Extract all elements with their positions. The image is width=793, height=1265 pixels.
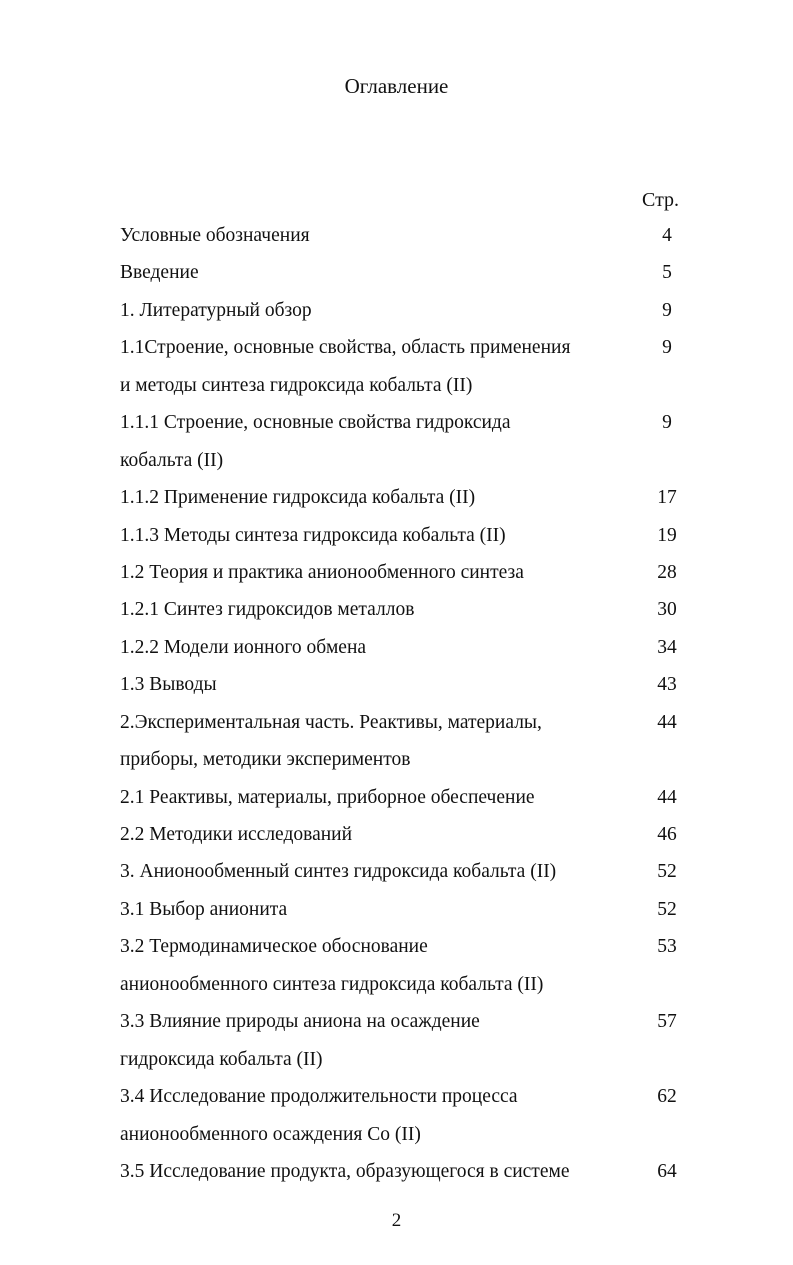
toc-entry xyxy=(120,895,690,932)
toc-entry xyxy=(120,258,690,295)
toc-entry-text: 1.1.2 Применение гидроксида кобальта (II) xyxy=(120,487,476,509)
toc-entry xyxy=(120,970,690,1007)
page-column-header: Стр. xyxy=(642,189,680,211)
toc-entry xyxy=(120,708,690,745)
toc-entry-text: 3.2 Термодинамическое обоснование xyxy=(120,936,428,958)
toc-entry xyxy=(120,483,690,520)
toc-entry xyxy=(120,521,690,558)
toc-entry-page: 9 xyxy=(662,299,672,321)
toc-entry xyxy=(120,446,690,483)
toc-entry-page: 52 xyxy=(657,898,677,920)
toc-entry xyxy=(120,820,690,857)
toc-entry-text: 1.1.1 Строение, основные свойства гидроксида xyxy=(120,412,511,434)
toc-entry-text: 1. Литературный обзор xyxy=(120,299,312,321)
toc-entry xyxy=(120,1007,690,1044)
toc-entry-page: 19 xyxy=(657,524,677,546)
toc-entry-page: 57 xyxy=(657,1011,677,1033)
toc-entry-page: 28 xyxy=(657,561,677,583)
toc-entry xyxy=(120,1120,690,1157)
toc-entry xyxy=(120,1157,690,1194)
toc-entry xyxy=(120,633,690,670)
toc-entry-page: 17 xyxy=(657,487,677,509)
toc-entry xyxy=(120,1082,690,1119)
toc-entry-page: 9 xyxy=(662,412,672,434)
toc-entry xyxy=(120,745,690,782)
toc-entry-page: 53 xyxy=(657,936,677,958)
toc-entry-text: гидроксида кобальта (II) xyxy=(120,1048,323,1070)
toc-entry-page: 44 xyxy=(657,786,677,808)
toc-entry-text: 3.3 Влияние природы аниона на осаждение xyxy=(120,1011,480,1033)
toc-entry-page: 34 xyxy=(657,636,677,658)
toc-entry-text: 3.4 Исследование продолжительности процесса xyxy=(120,1086,518,1108)
toc-entry-text: 1.2.2 Модели ионного обмена xyxy=(120,636,367,658)
toc-entry-text: 3.5 Исследование продукта, образующегося в системе xyxy=(120,1160,570,1182)
toc-entry-page: 62 xyxy=(657,1086,677,1108)
toc-entry-page: 46 xyxy=(657,824,677,845)
toc-entry-text: Введение xyxy=(120,262,199,284)
toc-entry-text: 2.2 Методики исследований xyxy=(120,824,353,845)
toc-entry-page: 64 xyxy=(657,1160,677,1182)
toc-entry-page: 4 xyxy=(662,225,672,246)
toc-entry-text: 2.1 Реактивы, материалы, приборное обеспечение xyxy=(120,786,535,808)
toc-entry-text: 1.1Строение, основные свойства, область применения xyxy=(120,337,571,359)
toc-entry-text: и методы синтеза гидроксида кобальта (II) xyxy=(120,374,473,396)
toc-entry-page: 52 xyxy=(657,861,677,883)
toc-entry-text: 3. Анионообменный синтез гидроксида кобальта (II) xyxy=(120,861,557,883)
table-of-contents xyxy=(120,221,690,1194)
toc-entry-page: 43 xyxy=(657,674,677,696)
toc-entry xyxy=(120,783,690,820)
toc-entry-text: 1.1.3 Методы синтеза гидроксида кобальта (II) xyxy=(120,524,506,546)
toc-entry xyxy=(120,670,690,707)
toc-entry-text: приборы, методики экспериментов xyxy=(120,749,411,771)
toc-entry-text: кобальта (II) xyxy=(120,449,224,471)
toc-entry xyxy=(120,296,690,333)
toc-entry xyxy=(120,333,690,370)
toc-entry xyxy=(120,595,690,632)
toc-entry xyxy=(120,221,690,258)
toc-entry xyxy=(120,371,690,408)
toc-entry xyxy=(120,1045,690,1082)
toc-entry xyxy=(120,857,690,894)
toc-entry-page: 30 xyxy=(657,599,677,621)
toc-entry-text: 2.Экспериментальная часть. Реактивы, материалы, xyxy=(120,711,542,733)
toc-entry-text: анионообменного синтеза гидроксида кобальта (II) xyxy=(120,973,544,995)
toc-entry-text: Условные обозначения xyxy=(120,225,310,246)
toc-entry xyxy=(120,558,690,595)
toc-entry xyxy=(120,932,690,969)
toc-entry-text: 1.2 Теория и практика анионообменного синтеза xyxy=(120,561,524,583)
toc-entry xyxy=(120,408,690,445)
page-number: 2 xyxy=(391,1210,402,1231)
toc-entry-text: 3.1 Выбор анионита xyxy=(120,898,288,920)
page-title: Оглавление xyxy=(344,74,449,98)
toc-entry-text: анионообменного осаждения Co (II) xyxy=(120,1123,421,1145)
toc-entry-text: 1.2.1 Синтез гидроксидов металлов xyxy=(120,599,415,621)
toc-entry-page: 44 xyxy=(657,711,677,733)
toc-entry-page: 9 xyxy=(662,337,672,359)
toc-entry-page: 5 xyxy=(662,262,672,284)
toc-entry-text: 1.3 Выводы xyxy=(120,674,217,696)
